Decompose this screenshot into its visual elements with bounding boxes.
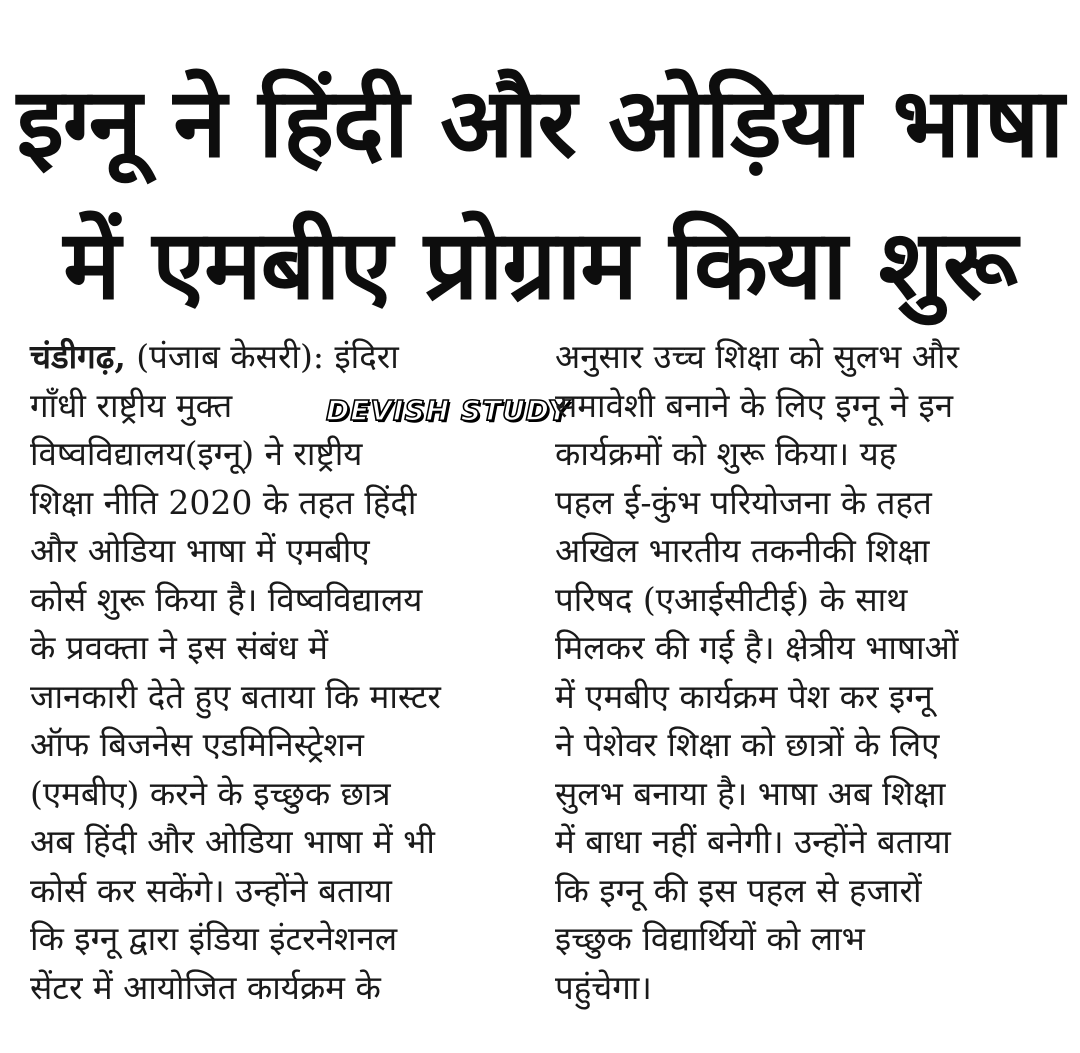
article-line: गाँधी राष्ट्रीय मुक्त [30, 385, 233, 425]
article-line-text: (पंजाब केसरी): इंदिरा [125, 337, 399, 376]
article-line: शिक्षा नीति 2020 के तहत हिंदी [30, 482, 417, 522]
article-line: पहुंचेगा। [555, 967, 652, 1007]
article-line: और ओडिया भाषा में एमबीए [30, 531, 370, 570]
article-line: में बाधा नहीं बनेगी। उन्होंने बताया [555, 822, 951, 861]
article-line: विष्वविद्यालय(इग्नू) ने राष्ट्रीय [30, 434, 363, 473]
article-line [30, 333, 540, 382]
article-line: में एमबीए कार्यक्रम पेश कर इग्नू [555, 676, 933, 716]
article-line: समावेशी बनाने के लिए इग्नू ने इन [555, 385, 954, 425]
dateline: चंडीगढ़, [30, 337, 126, 376]
article-line: मिलकर की गई है। क्षेत्रीय भाषाओं [555, 628, 959, 667]
article-line: जानकारी देते हुए बताया कि मास्टर [30, 676, 441, 716]
article-line: कोर्स शुरू किया है। विष्वविद्यालय [30, 579, 423, 619]
headline-line-1: इग्नू ने हिंदी और ओड़िया भाषा [16, 67, 1064, 179]
article-line: अनुसार उच्च शिक्षा को सुलभ और [555, 337, 960, 376]
article-line: इच्छुक विद्यार्थियों को लाभ [555, 919, 865, 958]
article-line: अखिल भारतीय तकनीकी शिक्षा [555, 531, 930, 570]
article-line: (एमबीए) करने के इच्छुक छात्र [30, 773, 391, 813]
headline [0, 52, 1080, 336]
article-line: कार्यक्रमों को शुरू किया। यह [555, 434, 897, 473]
article-line: पहल ई-कुंभ परियोजना के तहत [555, 482, 932, 522]
article-line: ने पेशेवर शिक्षा को छात्रों के लिए [555, 725, 940, 764]
article-column-right [555, 333, 1065, 1012]
article-column-left [30, 333, 540, 1012]
article-line: कोर्स कर सकेंगे। उन्होंने बताया [30, 870, 392, 910]
watermark: DEVISH STUDY [326, 394, 570, 427]
article-line: ऑफ बिजनेस एडमिनिस्ट्रेशन [30, 725, 364, 764]
article-line: के प्रवक्ता ने इस संबंध में [30, 628, 328, 667]
article-line: कि इग्नू की इस पहल से हजारों [555, 870, 922, 910]
headline-line-2: में एमबीए प्रोग्राम किया शुरू [63, 209, 1017, 321]
article-line: परिषद (एआईसीटीई) के साथ [555, 579, 908, 619]
article-line: सेंटर में आयोजित कार्यक्रम के [30, 967, 381, 1007]
article-line: सुलभ बनाया है। भाषा अब शिक्षा [555, 773, 946, 813]
article-line: कि इग्नू द्वारा इंडिया इंटरनेशनल [30, 919, 398, 958]
article-line: अब हिंदी और ओडिया भाषा में भी [30, 822, 435, 861]
